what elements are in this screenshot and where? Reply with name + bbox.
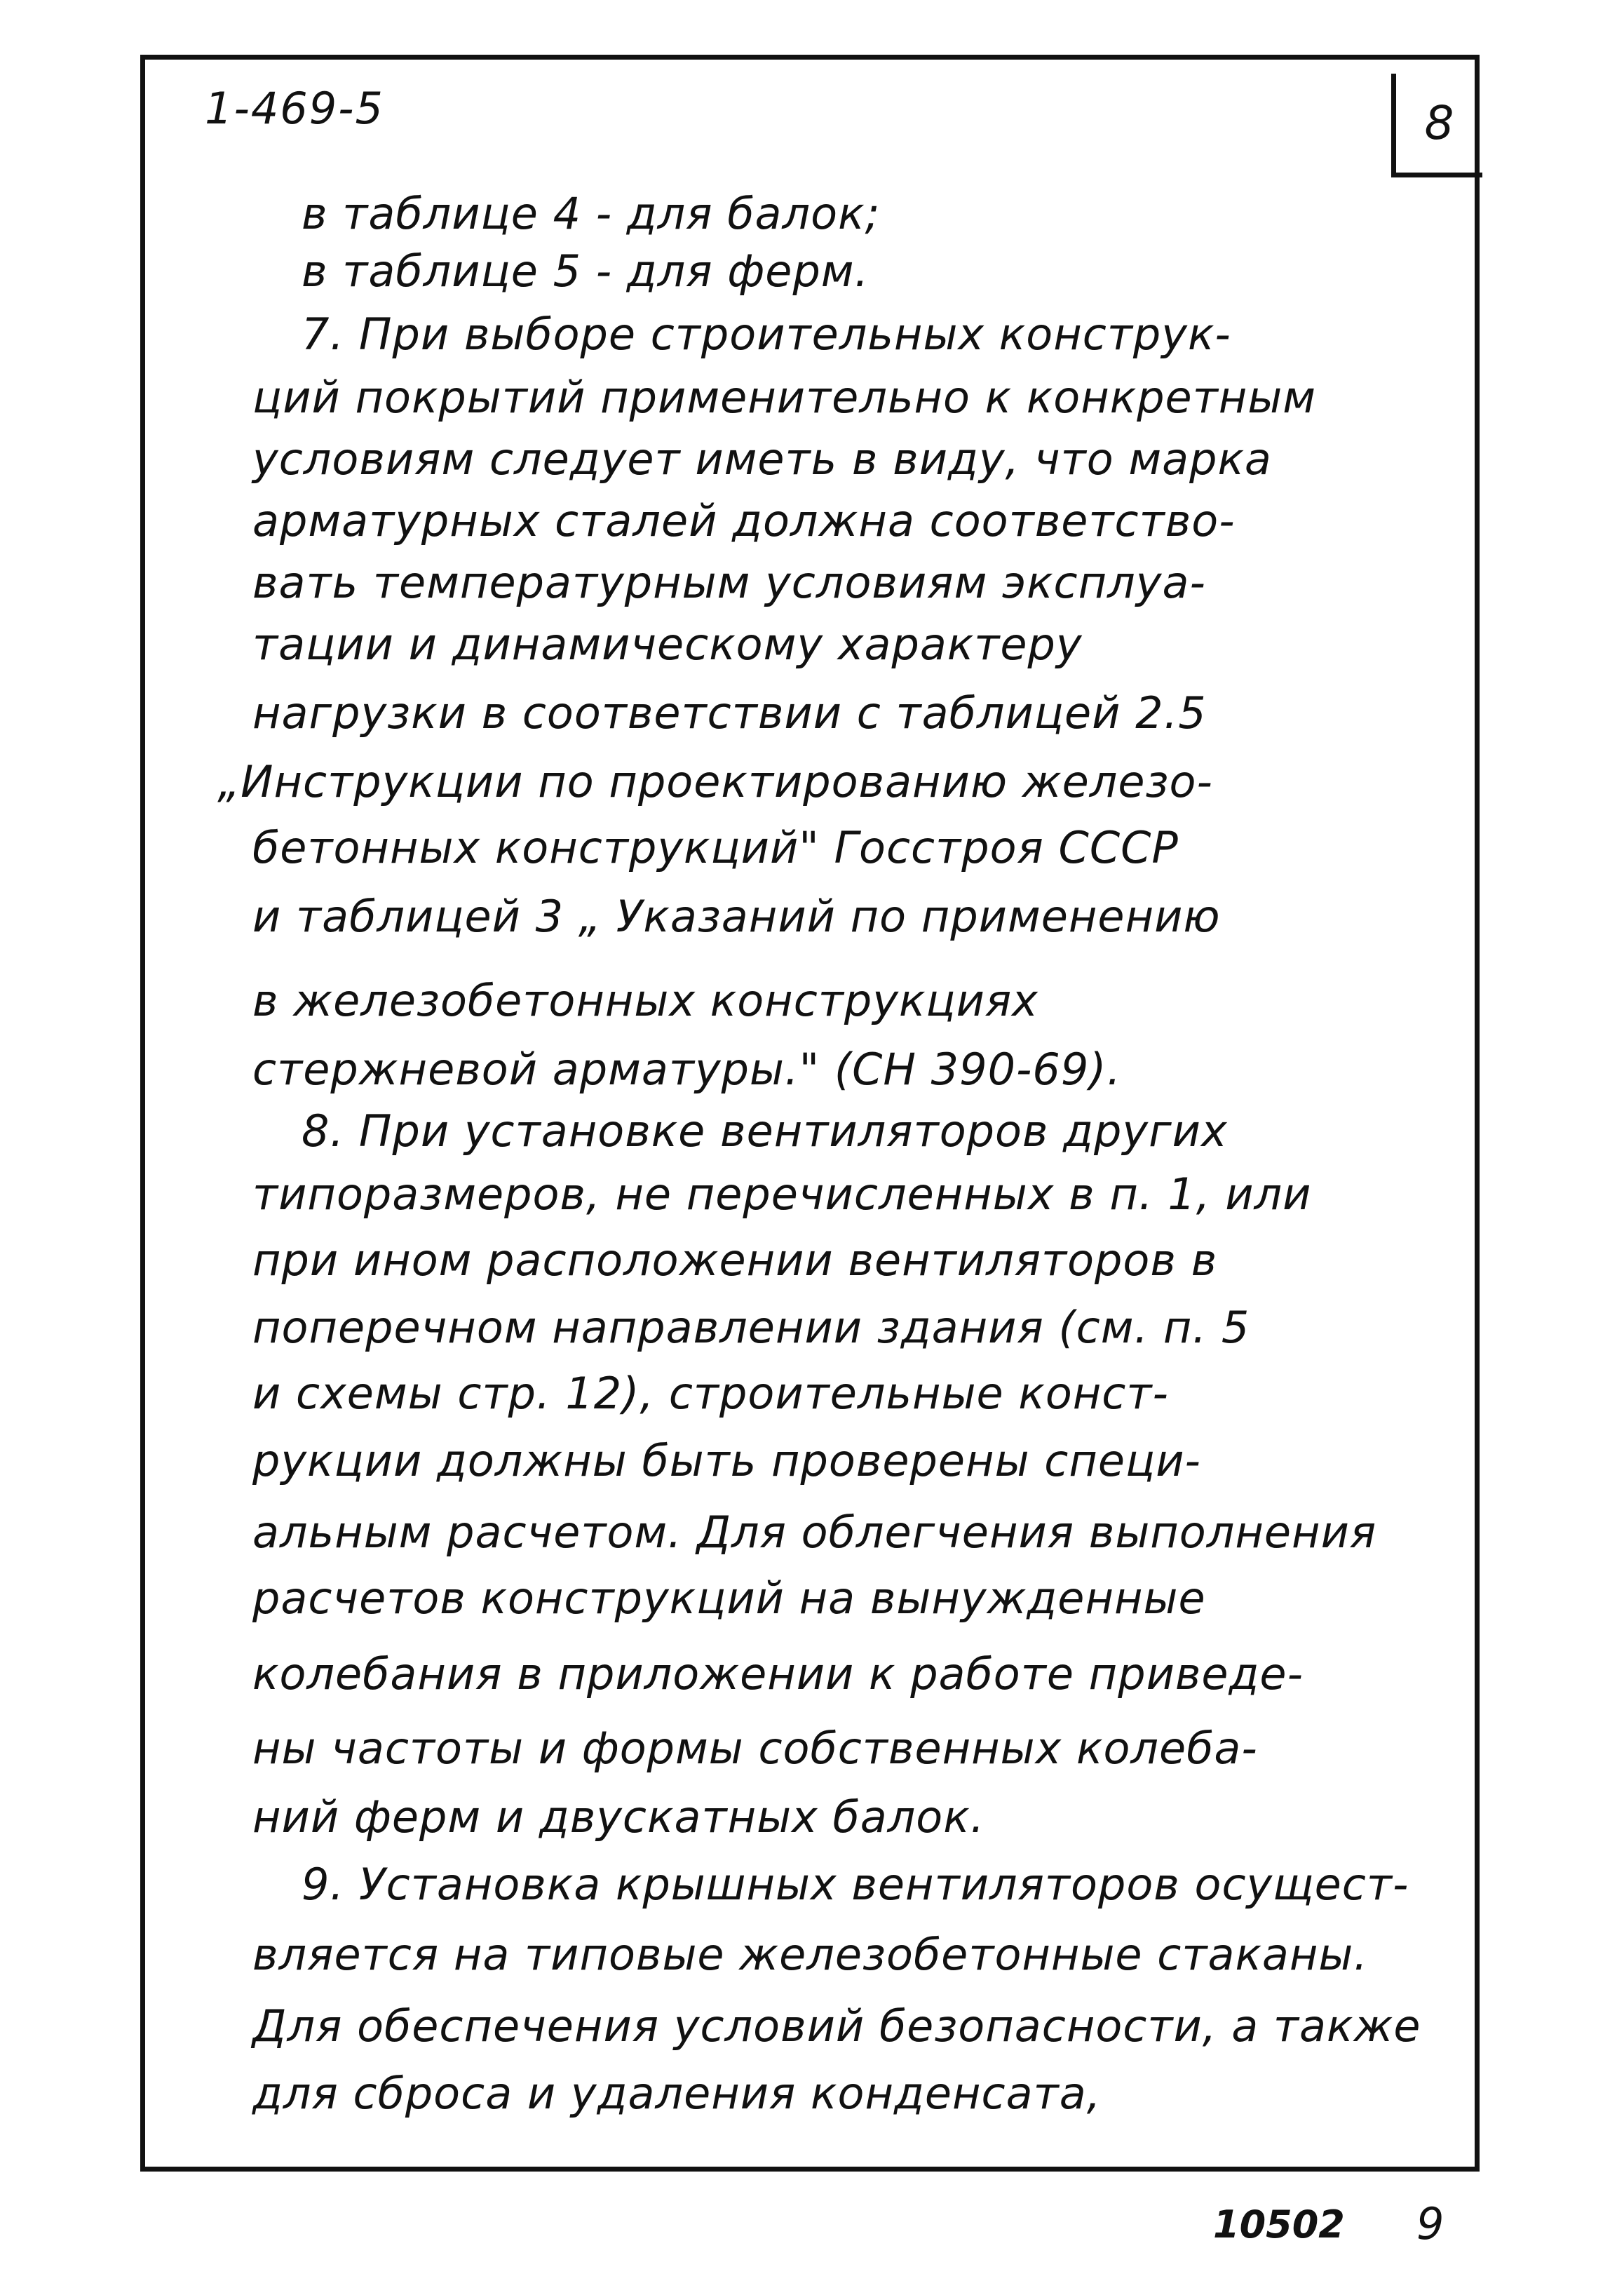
text-line: арматурных сталей должна соответство-	[252, 495, 1236, 546]
page-number: 8	[1424, 96, 1454, 150]
text-line: и таблицей 3 „ Указаний по применению	[252, 891, 1221, 942]
text-line: ны частоты и формы собственных колеба-	[252, 1723, 1258, 1774]
text-line: Для обеспечения условий безопасности, а также	[252, 2000, 1421, 2052]
text-line: для сброса и удаления конденсата,	[252, 2068, 1102, 2119]
page-number-box	[1391, 74, 1482, 177]
text-line: в таблице 5 - для ферм.	[302, 245, 869, 297]
text-line: поперечном направлении здания (см. п. 5	[252, 1302, 1250, 1353]
text-line: вляется на типовые железобетонные стаканы.	[252, 1929, 1369, 1980]
text-line: при ином расположении вентиляторов в	[252, 1234, 1218, 1286]
text-line: в железобетонных конструкциях	[252, 975, 1038, 1026]
text-line: 9. Установка крышных вентиляторов осущест-	[302, 1859, 1409, 1910]
text-line: нагрузки в соответствии с таблицей 2.5	[252, 687, 1207, 739]
text-line: ций покрытий применительно к конкретным	[252, 372, 1317, 423]
text-line: и схемы стр. 12), строительные конст-	[252, 1368, 1169, 1419]
text-line: стержневой арматуры." (СН 390-69).	[252, 1044, 1122, 1095]
text-line: „Инструкции по проектированию железо-	[217, 756, 1213, 807]
document-code: 1-469-5	[205, 83, 384, 134]
text-line: ний ферм и двускатных балок.	[252, 1791, 985, 1843]
footer-archive-code: 10502	[1213, 2202, 1345, 2247]
text-line: тации и динамическому характеру	[252, 619, 1083, 670]
text-line: 7. При выборе строительных конструк-	[302, 309, 1231, 360]
footer-sheet-number: 9	[1416, 2198, 1444, 2249]
text-line: рукции должны быть проверены специ-	[252, 1435, 1201, 1486]
text-line: 8. При установке вентиляторов других	[302, 1105, 1228, 1157]
text-line: альным расчетом. Для облегчения выполнения	[252, 1507, 1377, 1558]
text-line: условиям следует иметь в виду, что марка	[252, 433, 1272, 485]
text-line: расчетов конструкций на вынужденные	[252, 1573, 1206, 1624]
text-line: вать температурным условиям эксплуа-	[252, 557, 1206, 608]
text-line: в таблице 4 - для балок;	[302, 188, 881, 239]
text-line: колебания в приложении к работе приведе-	[252, 1648, 1304, 1700]
text-line: бетонных конструкций" Госстроя СССР	[252, 822, 1179, 873]
text-line: типоразмеров, не перечисленных в п. 1, или	[252, 1169, 1312, 1220]
